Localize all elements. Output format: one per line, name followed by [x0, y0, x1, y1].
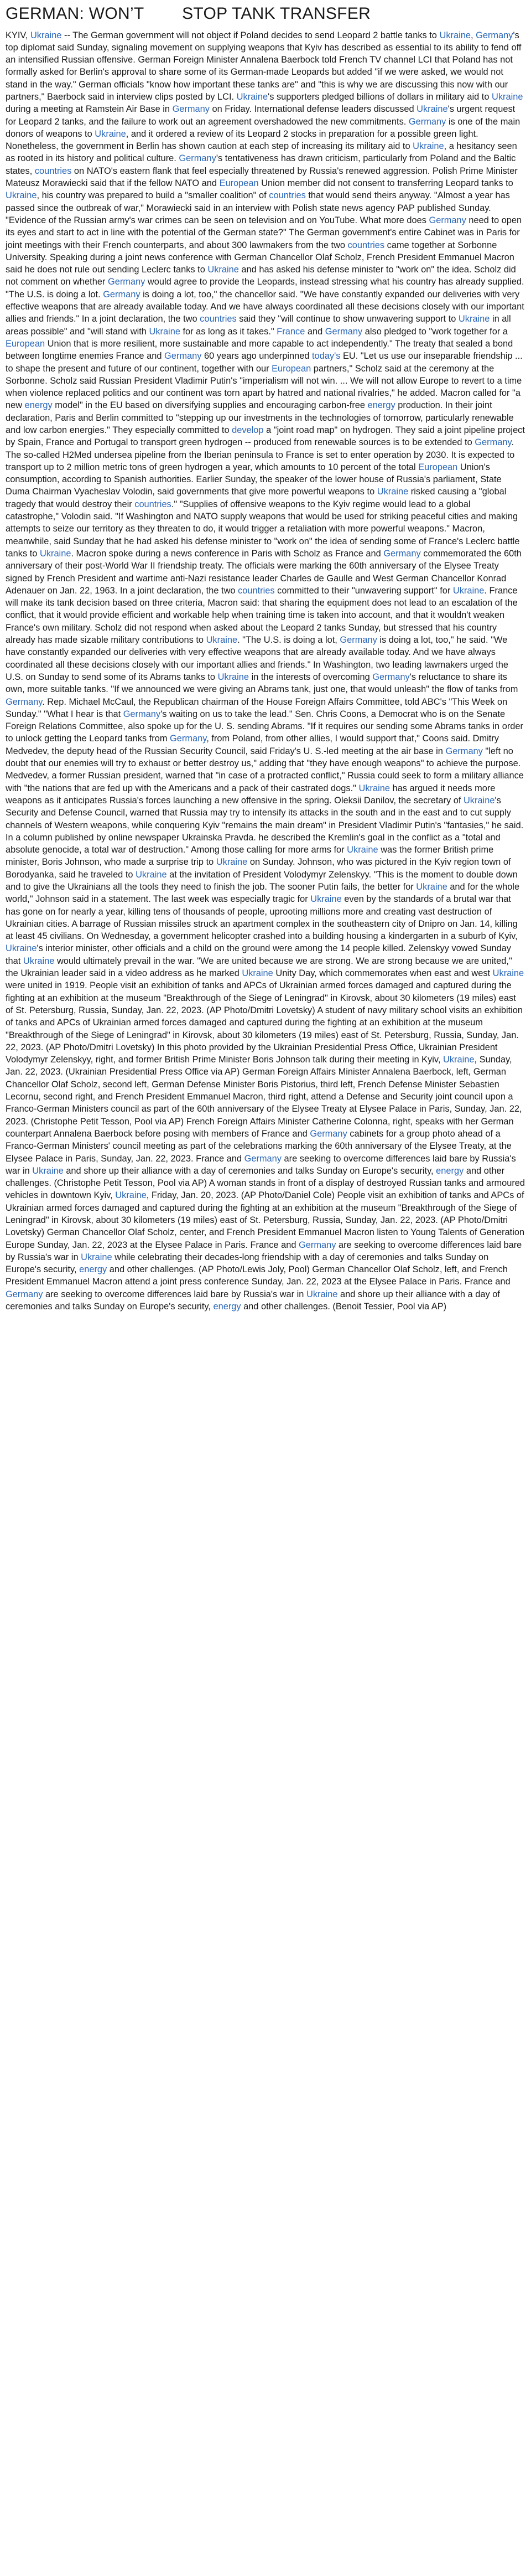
keyword-link[interactable]: Ukraine	[206, 635, 238, 646]
keyword-link[interactable]: Ukraine	[39, 548, 71, 559]
keyword-link[interactable]: develop	[232, 425, 264, 435]
keyword-link[interactable]: Germany	[299, 1240, 336, 1250]
keyword-link[interactable]: Ukraine	[463, 795, 495, 806]
keyword-link[interactable]: Ukraine	[30, 30, 62, 40]
keyword-link[interactable]: Ukraine	[95, 128, 126, 139]
keyword-link[interactable]: Ukraine	[115, 1190, 147, 1201]
keyword-link[interactable]: energy	[436, 1165, 464, 1176]
article-body: KYIV, Ukraine -- The German government will not object if Poland decides to send Leopard 2 battle tanks to Ukraine, Germany's top diplomat said Sunday, signaling movement on supplying weapons that Kyiv has described as essential to its ability to fend off an intensified Russian offensive. German Foreign Minister Annalena Baerbock told French TV channel LCI that Poland has not formally asked for Berlin's approval to share some of its German-made Leopards but added "if we were asked, we would not stand in the way." German officials "know how important these tanks are" and "this is why we are discussing this now with our partners," Baerbock said in interview clips posted by LCI. Ukraine's supporters pledged billions of dollars in military aid to Ukraine during a meeting at Ramstein Air Base in Germany on Friday. International defense leaders discussed Ukraine's urgent request for Leopard 2 tanks, and the failure to work out an agreement overshadowed the new commitments. Germany is one of the main donors of weapons to Ukraine, and it ordered a review of its Leopard 2 stocks in preparation for a possible green light. Nonetheless, the government in Berlin has shown caution at each step of increasing its military aid to Ukraine, a hesitancy seen as rooted in its history and political culture. Germany's tentativeness has drawn criticism, particularly from Poland and the Baltic states, countries on NATO's eastern flank that feel especially threatened by Russia's renewed aggression. Polish Prime Minister Mateusz Morawiecki said that if the fellow NATO and European Union member did not consent to transferring Leopard tanks to Ukraine, his country was prepared to build a "smaller coalition" of countries that would send theirs anyway. "Almost a year has passed since the outbreak of war," Morawiecki said in an interview with Polish state news agency PAP published Sunday. "Evidence of the Russian army's war crimes can be seen on television and on YouTube. What more does Germany need to open its eyes and start to act in line with the potential of the German state?" The German government's entire Cabinet was in Paris for joint meetings with their French counterparts, and about 300 lawmakers from the two countries came together at Sorbonne University. Speaking during a joint news conference with German Chancellor Olaf Scholz, French President Emmanuel Macron said he does not rule out sending Leclerc tanks to Ukraine and has asked his defense minister to "work on" the idea. Scholz did not comment on whether Germany would agree to provide the Leopards, instead stressing what his country has already supplied. "The U.S. is doing a lot. Germany is doing a lot, too," the chancellor said. "We have constantly expanded our deliveries with very effective weapons that are already available today. And we have always coordinated all these decisions closely with our important allies and friends." In a joint declaration, the two countries said they "will continue to show unwavering support to Ukraine in all areas possible" and "will stand with Ukraine for as long as it takes." France and Germany also pledged to "work together for a European Union that is more resilient, more sustainable and more capable to act independently." The treaty that sealed a bond between longtime enemies France and Germany 60 years ago underpinned today's EU. "Let us use our inseparable friendship ... to shape the present and future of our continent, together with our European partners," Scholz said at the ceremony at the Sorbonne. Scholz said Russian President Vladimir Putin's "imperialism will not win. ... We will not allow Europe to revert to a time when violence replaced politics and our continent was torn apart by hatred and national rivalries," he added. Macron called for "a new energy model" in the EU based on diversifying supplies and encouraging carbon-free energy production. In their joint declaration, Paris and Berlin committed to "stepping up our investments in the technologies of tomorrow, particularly renewable and low carbon energies." They especially committed to develop a "joint road map" on hydrogen. They said a joint pipeline project by Spain, France and Portugal to transport green hydrogen -- produced from renewable sources is to be extended to Germany. The so-called H2Med undersea pipeline from the Iberian peninsula to France is set to enter operation by 2030. It is expected to transport up to 2 million metric tons of green hydrogen a year, which amounts to 10 percent of the total European Union's consumption, according to Spanish authorities. Earlier Sunday, the speaker of the lower house of Russia's parliament, State Duma Chairman Vyacheslav Volodin, said governments that give more powerful weapons to Ukraine risked causing a "global tragedy that would destroy their countries." "Supplies of offensive weapons to the Kyiv regime would lead to a global catastrophe," Volodin said. "If Washington and NATO supply weapons that would be used for striking peaceful cities and making attempts to seize our territory as they threaten to do, it would trigger a retaliation with more powerful weapons." Macron, meanwhile, said Sunday that he had asked his defense minister to "work on" the idea of sending some of France's Leclerc battle tanks to Ukraine. Macron spoke during a news conference in Paris with Scholz as France and Germany commemorated the 60th anniversary of their post-World War II friendship treaty. The officials were marking the 60th anniversary of the Elysee Treaty signed by French President and wartime anti-Nazi resistance leader Charles de Gaulle and West German Chancellor Konrad Adenauer on Jan. 22, 1963. In a joint declaration, the two countries committed to their "unwavering support" for Ukraine. France will make its tank decision based on three criteria, Macron said: that sharing the equipment does not lead to an escalation of the conflict, that it would provide efficient and workable help when training time is taken into account, and that it wouldn't weaken France's own military. Scholz did not respond when asked about the Leopard 2 tanks Sunday, but stressed that his country already has made sizable military contributions to Ukraine. "The U.S. is doing a lot, Germany is doing a lot, too," he said. "We have constantly expanded our deliveries with very effective weapons that are already available today. And we have always coordinated all these decisions closely with our important allies and friends." In Washington, two leading lawmakers urged the U.S. on Sunday to send some of its Abrams tanks to Ukraine in the interests of overcoming Germany's reluctance to share its own, more suitable tanks. "If we announced we were giving an Abrams tank, just one, that would unleash" the flow of tanks from Germany. Rep. Michael McCaul, the Republican chairman of the House Foreign Affairs Committee, told ABC's "This Week on Sunday." "What I hear is that Germany's waiting on us to take the lead." Sen. Chris Coons, a Democrat who is on the Senate Foreign Relations Committee, also spoke up for the U. S. sending Abrams. "If it requires our sending some Abrams tanks in order to unlock getting the Leopard tanks from Germany, from Poland, from other allies, I would support that," Coons said. Dmitry Medvedev, the deputy head of the Russian Security Council, said Friday's U. S.-led meeting at the air base in Germany "left no doubt that our enemies will try to exhaust or better destroy us," adding that "they have enough weapons" to achieve the purpose. Medvedev, a former Russian president, warned that "in case of a protracted conflict," Russia could seek to form a military alliance with "the nations that are fed up with the Americans and a pack of their castrated dogs." Ukraine has argued it needs more weapons as it anticipates Russia's forces launching a new offensive in the spring. Oleksii Danilov, the secretary of Ukraine's Security and Defense Council, warned that Russia may try to intensify its attacks in the south and in the east and to cut supply channels of Western weapons, while conquering Kyiv "remains the main dream" in President Vladimir Putin's "fantasies," he said. In a column published by online newspaper Ukrainska Pravda. he described the Kremlin's goal in the conflict as a "total and absolute genocide, a total war of destruction." Among those calling for more arms for Ukraine was the former British prime minister, Boris Johnson, who made a surprise trip to Ukraine on Sunday. Johnson, who was pictured in the Kyiv region town of Borodyanka, said he traveled to Ukraine at the invitation of President Volodymyr Zelenskyy. "This is the moment to double down and to give the Ukrainians all the tools they need to finish the job. The sooner Putin fails, the better for Ukraine and for the whole world," Johnson said in a statement. The last week was especially tragic for Ukraine even by the standards of a brutal war that has gone on for nearly a year, killing tens of thousands of people, uprooting millions more and creating vast destruction of Ukrainian cities. A barrage of Russian missiles struck an apartment complex in the southeastern city of Dnipro on Jan. 14, killing at least 45 civilians. On Wednesday, a government helicopter crashed into a building housing a kindergarten in a suburb of Kyiv, Ukraine's interior minister, other officials and a child on the ground were among the 14 people killed. Zelenskyy vowed Sunday that Ukraine would ultimately prevail in the war. "We are united because we are strong. We are strong because we are united," the Ukrainian leader said in a video address as he marked Ukraine Unity Day, which commemorates when east and west Ukraine were united in 1919. People visit an exhibition of tanks and APCs of Ukrainian armed forces damaged and captured during the fighting at an exhibition at the museum "Breakthrough of the Siege of Leningrad" in Kirovsk, about 30 kilometers (19 miles) east of St. Petersburg, Russia, Sunday, Jan. 22, 2023. (AP Photo/Dmitri Lovetsky) A student of navy military school visits an exhibition of tanks and APCs of Ukrainian armed forces damaged and captured during the fighting at an exhibition at the museum "Breakthrough of the Siege of Leningrad" in Kirovsk, about 30 kilometers (19 miles) east of St. Petersburg, Russia, Sunday, Jan. 22, 2023. (AP Photo/Dmitri Lovetsky) In this photo provided by the Ukrainian Presidential Press Office, Ukrainian President Volodymyr Zelenskyy, right, and former British Prime Minister Boris Johnson talk during their meeting in Kyiv, Ukraine, Sunday, Jan. 22, 2023. (Ukrainian Presidential Press Office via AP) German Foreign Affairs Minister Annalena Baerbock, left, German Chancellor Olaf Scholz, second left, German Defense Minister Boris Pistorius, third left, French Defense Minister Sebastien Lecornu, second right, and French President Emmanuel Macron, third right, attend a Defense and Security joint council upon a Franco-German Ministers council as part of the 60th anniversary of the Elysee Treaty at Elysee Palace in Paris, Sunday, Jan. 22, 2023. (Christophe Petit Tesson, Pool via AP) French Foreign Affairs Minister Catherine Colonna, right, speaks with her German counterpart Annalena Baerbock before posing with members of France and Germany cabinets for a group photo ahead of a Franco-German Ministers' council meeting as part of the celebrations marking the 60th anniversary of the Elysee Treaty, at the Elysee Palace in Paris, Sunday, Jan. 22, 2023. France and Germany are seeking to overcome differences laid bare by Russia's war in Ukraine and shore up their alliance with a day of ceremonies and talks Sunday on Europe's security, energy and other challenges. (Christophe Petit Tesson, Pool via AP) A woman stands in front of a display of destroyed Russian tanks and armoured vehicles in downtown Kyiv, Ukraine, Friday, Jan. 20, 2023. (AP Photo/Daniel Cole) People visit an exhibition of tanks and APCs of Ukrainian armed forces damaged and captured during the fighting at an exhibition at the museum "Breakthrough of the Siege of Leningrad" in Kirovsk, about 30 kilometers (19 miles) east of St. Petersburg, Russia, Sunday, Jan. 22, 2023. (AP Photo/Dmitri Lovetsky) German Chancellor Olaf Scholz, center, and French President Emmanuel Macron listen to Young Talents of Generation Europe Sunday, Jan. 22, 2023 at the Elysee Palace in Paris. France and Germany are seeking to overcome differences laid bare by Russia's war in Ukraine while celebrating their decades-long friendship with a day of ceremonies and talks Sunday on Europe's security, energy and other challenges. (AP Photo/Lewis Joly, Pool) German Chancellor Olaf Scholz, left, and French President Emmanuel Macron attend a joint press conference Sunday, Jan. 22, 2023 at the Elysee Palace in Paris. France and Germany are seeking to overcome differences laid bare by Russia's war in Ukraine and shore up their alliance with a day of ceremonies and talks Sunday on Europe's security, energy and other challenges. (Benoit Tessier, Pool via AP)	[6, 30, 525, 1312]
keyword-link[interactable]: Ukraine	[358, 783, 390, 793]
keyword-link[interactable]: Germany	[172, 104, 210, 115]
keyword-link[interactable]: Ukraine	[242, 968, 273, 979]
keyword-link[interactable]: Ukraine	[216, 857, 248, 868]
keyword-link[interactable]: Germany	[476, 30, 513, 40]
keyword-link[interactable]: Germany	[340, 635, 377, 646]
keyword-link[interactable]: European	[418, 462, 458, 472]
keyword-link[interactable]: countries	[200, 314, 237, 324]
keyword-link[interactable]: Ukraine	[6, 190, 37, 201]
keyword-link[interactable]: Ukraine	[310, 894, 342, 905]
keyword-link[interactable]: Ukraine	[452, 585, 485, 596]
keyword-link[interactable]: Germany	[372, 672, 410, 682]
keyword-link[interactable]: Ukraine	[416, 881, 447, 892]
keyword-link[interactable]: today's	[312, 351, 341, 362]
keyword-link[interactable]: Ukraine	[458, 314, 490, 324]
keyword-link[interactable]: Germany	[107, 277, 145, 287]
keyword-link[interactable]: Germany	[6, 1289, 43, 1299]
keyword-link[interactable]: Ukraine	[443, 1055, 475, 1065]
keyword-link[interactable]: Ukraine	[439, 30, 471, 40]
article-title: GERMAN: WON’T STOP TANK TRANSFER	[6, 4, 371, 23]
keyword-link[interactable]: Ukraine	[81, 1252, 112, 1262]
keyword-link[interactable]: Ukraine	[377, 487, 409, 497]
keyword-link[interactable]: Germany	[310, 1128, 347, 1139]
keyword-link[interactable]: Ukraine	[306, 1289, 338, 1299]
keyword-link[interactable]: energy	[79, 1264, 107, 1275]
keyword-link[interactable]: Ukraine	[23, 956, 55, 966]
keyword-link[interactable]: energy	[213, 1302, 241, 1312]
keyword-link[interactable]: Germany	[383, 548, 421, 559]
keyword-link[interactable]: Ukraine	[347, 845, 378, 855]
keyword-link[interactable]: France	[277, 326, 305, 337]
keyword-link[interactable]: Ukraine	[149, 326, 180, 337]
keyword-link[interactable]: countries	[34, 166, 72, 176]
keyword-link[interactable]: Ukraine	[236, 91, 268, 102]
keyword-link[interactable]: Ukraine	[492, 968, 524, 979]
keyword-link[interactable]: Germany	[170, 734, 207, 744]
keyword-link[interactable]: Germany	[475, 437, 512, 448]
keyword-link[interactable]: countries	[134, 499, 171, 509]
keyword-link[interactable]: Germany	[179, 153, 216, 164]
keyword-link[interactable]: Ukraine	[217, 672, 249, 682]
keyword-link[interactable]: Germany	[6, 696, 43, 707]
keyword-link[interactable]: countries	[269, 190, 306, 201]
keyword-link[interactable]: countries	[347, 240, 385, 250]
keyword-link[interactable]: Ukraine	[32, 1165, 64, 1176]
keyword-link[interactable]: energy	[24, 400, 53, 411]
keyword-link[interactable]: Ukraine	[417, 104, 448, 115]
keyword-link[interactable]: Germany	[429, 215, 466, 225]
keyword-link[interactable]: Germany	[123, 709, 161, 719]
keyword-link[interactable]: Germany	[445, 746, 483, 756]
keyword-link[interactable]: European	[6, 338, 45, 349]
keyword-link[interactable]: Germany	[408, 116, 446, 127]
keyword-link[interactable]: Ukraine	[6, 943, 37, 954]
keyword-link[interactable]: Ukraine	[136, 869, 167, 880]
keyword-link[interactable]: Germany	[103, 289, 140, 300]
keyword-link[interactable]: countries	[238, 585, 275, 596]
keyword-link[interactable]: European	[219, 178, 259, 189]
keyword-link[interactable]: Germany	[325, 326, 363, 337]
keyword-link[interactable]: Ukraine	[413, 141, 444, 152]
keyword-link[interactable]: European	[272, 363, 311, 374]
keyword-link[interactable]: Germany	[164, 351, 202, 362]
keyword-link[interactable]: Ukraine	[492, 91, 523, 102]
keyword-link[interactable]: Ukraine	[207, 265, 239, 275]
keyword-link[interactable]: Germany	[244, 1153, 282, 1164]
keyword-link[interactable]: energy	[367, 400, 395, 411]
